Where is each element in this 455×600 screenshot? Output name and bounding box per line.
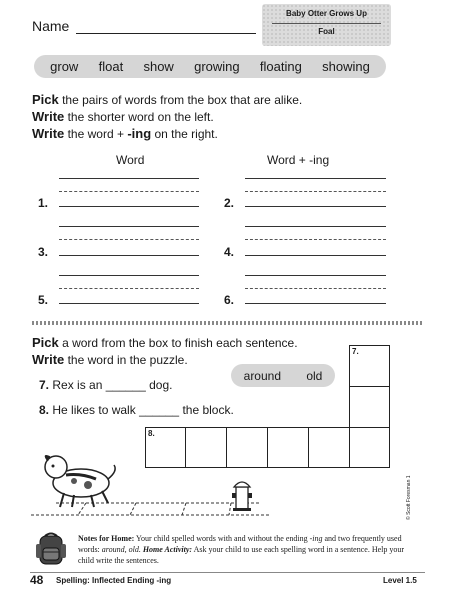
- sentence-7: 7. Rex is an ______ dog.: [39, 378, 173, 392]
- puzzle-number-7: 7.: [352, 347, 359, 356]
- instruction-line: Pick the pairs of words from the box that are alike.: [32, 92, 303, 107]
- writing-mid-line: [59, 191, 199, 192]
- column-header-word: Word: [116, 153, 145, 167]
- puzzle-cell[interactable]: [349, 345, 390, 387]
- writing-top-line: [59, 226, 199, 227]
- writing-mid-line: [245, 239, 386, 240]
- puzzle-cell[interactable]: [308, 427, 350, 468]
- writing-mid-line: [245, 191, 386, 192]
- writing-top-line: [245, 275, 386, 276]
- word-box-item: showing: [322, 59, 370, 74]
- copyright: © Scott Foresman 1: [406, 475, 412, 520]
- choice-word: old: [306, 368, 323, 383]
- instruction-line: Write the word + -ing on the right.: [32, 126, 218, 141]
- writing-top-line: [59, 275, 199, 276]
- footer-rule: [30, 572, 425, 573]
- section-divider: [32, 321, 422, 325]
- writing-top-line: [59, 178, 199, 179]
- answer-line-1[interactable]: [59, 206, 199, 207]
- backpack-icon: [32, 530, 70, 568]
- instruction-line: Write the shorter word on the left.: [32, 109, 214, 124]
- writing-mid-line: [59, 288, 199, 289]
- choice-word: around: [243, 368, 282, 383]
- title-separator: [272, 23, 381, 24]
- answer-line-4[interactable]: [245, 255, 386, 256]
- page-number: 48: [30, 573, 44, 587]
- puzzle-cell[interactable]: [349, 427, 390, 468]
- name-line[interactable]: [76, 33, 256, 34]
- row-number: 4.: [224, 245, 235, 259]
- page-title: Spelling: Inflected Ending -ing: [56, 576, 172, 585]
- word-box: [34, 55, 386, 78]
- name-label: Name: [32, 18, 70, 34]
- row-number: 1.: [38, 196, 49, 210]
- puzzle-number-8: 8.: [148, 429, 155, 438]
- story-title: Baby Otter Grows Up: [286, 9, 367, 18]
- writing-mid-line: [245, 288, 386, 289]
- writing-top-line: [245, 226, 386, 227]
- sentence-8: 8. He likes to walk ______ the block.: [39, 403, 234, 417]
- row-number: 5.: [38, 293, 49, 307]
- blank-8[interactable]: ______: [139, 403, 180, 417]
- answer-line-6[interactable]: [245, 303, 386, 304]
- answer-line-3[interactable]: [59, 255, 199, 256]
- writing-mid-line: [59, 239, 199, 240]
- column-header-word-ing: Word + -ing: [267, 153, 330, 167]
- choice-word-box: [231, 364, 335, 387]
- row-number: 6.: [224, 293, 235, 307]
- story-subtitle: Foal: [318, 27, 335, 36]
- word-box-item: floating: [259, 59, 302, 74]
- row-number: 2.: [224, 196, 235, 210]
- answer-line-5[interactable]: [59, 303, 199, 304]
- word-box-item: show: [143, 59, 174, 74]
- instruction-line: Write the word in the puzzle.: [32, 352, 188, 367]
- instruction-line: Pick a word from the box to finish each sentence.: [32, 335, 298, 350]
- dog-walking-illustration: [26, 445, 276, 527]
- answer-line-2[interactable]: [245, 206, 386, 207]
- writing-top-line: [245, 178, 386, 179]
- notes-for-home: Notes for Home: Your child spelled words with and without the ending -ing and two frequently used words: around, old. Home Activity: Ask your child to use each spelling word in a sentence. Help your child write the sentences.: [78, 534, 405, 565]
- blank-7[interactable]: ______: [105, 378, 146, 392]
- level-label: Level 1.5: [383, 576, 417, 585]
- word-box-item: grow: [50, 59, 79, 74]
- puzzle-cell[interactable]: [349, 386, 390, 428]
- word-box-item: growing: [194, 59, 240, 74]
- story-title-tab: [262, 4, 391, 46]
- row-number: 3.: [38, 245, 49, 259]
- word-box-item: float: [98, 59, 124, 74]
